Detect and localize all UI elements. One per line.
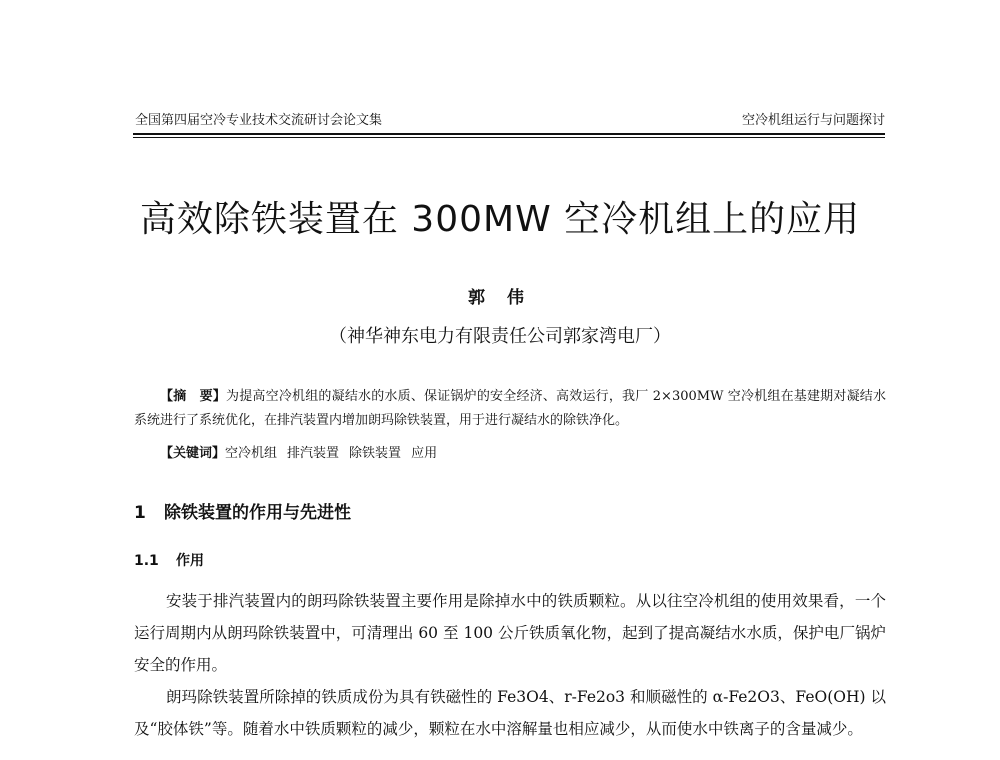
keyword: 除铁装置 bbox=[349, 446, 402, 461]
running-header-left: 全国第四届空冷专业技术交流研讨会论文集 bbox=[135, 113, 383, 128]
author-name: 郭 伟 bbox=[468, 288, 532, 308]
subsection-heading bbox=[134, 551, 204, 571]
abstract-label: 【摘 要】 bbox=[160, 389, 227, 404]
keywords-label: 【关键词】 bbox=[160, 446, 226, 461]
abstract bbox=[134, 385, 886, 433]
subsection-title: 作用 bbox=[176, 553, 204, 569]
header-rule bbox=[133, 133, 885, 135]
header-rule-thin bbox=[133, 137, 885, 138]
subsection-number: 1.1 bbox=[134, 553, 159, 569]
body-paragraph: 朗玛除铁装置所除掉的铁质成份为具有铁磁性的 Fe3O4、r-Fe2o3 和顺磁性的 α-Fe2O3、FeO(OH) 以及“胶体铁”等。随着水中铁质颗粒的减少，颗粒在水中溶解量也相应减少，从而使水中铁离子的含量减少。 bbox=[134, 688, 886, 738]
section-title: 除铁装置的作用与先进性 bbox=[164, 503, 351, 523]
running-header-right: 空冷机组运行与问题探讨 bbox=[741, 113, 885, 128]
body-paragraph: 安装于排汽装置内的朗玛除铁装置主要作用是除掉水中的铁质颗粒。从以往空冷机组的使用效果看，一个运行周期内从朗玛除铁装置中，可清理出 60 至 100 公斤铁质氧化物，起到了提高凝结水水质，保护电厂锅炉安全的作用。 bbox=[134, 592, 886, 674]
keyword: 空冷机组 bbox=[225, 446, 278, 461]
keywords bbox=[160, 444, 437, 464]
section-number: 1 bbox=[134, 503, 146, 523]
abstract-text: 为提高空冷机组的凝结水的水质、保证锅炉的安全经济、高效运行，我厂 2×300MW 空冷机组在基建期对凝结水系统进行了系统优化，在排汽装置内增加朗玛除铁装置，用于进行凝结水的除铁净化。 bbox=[134, 389, 886, 428]
author-affiliation: （神华神东电力有限责任公司郭家湾电厂） bbox=[329, 326, 671, 347]
section-heading bbox=[134, 501, 351, 525]
keyword: 应用 bbox=[411, 446, 438, 461]
paper-title: 高效除铁装置在 300MW 空冷机组上的应用 bbox=[139, 199, 861, 240]
keyword: 排汽装置 bbox=[287, 446, 340, 461]
